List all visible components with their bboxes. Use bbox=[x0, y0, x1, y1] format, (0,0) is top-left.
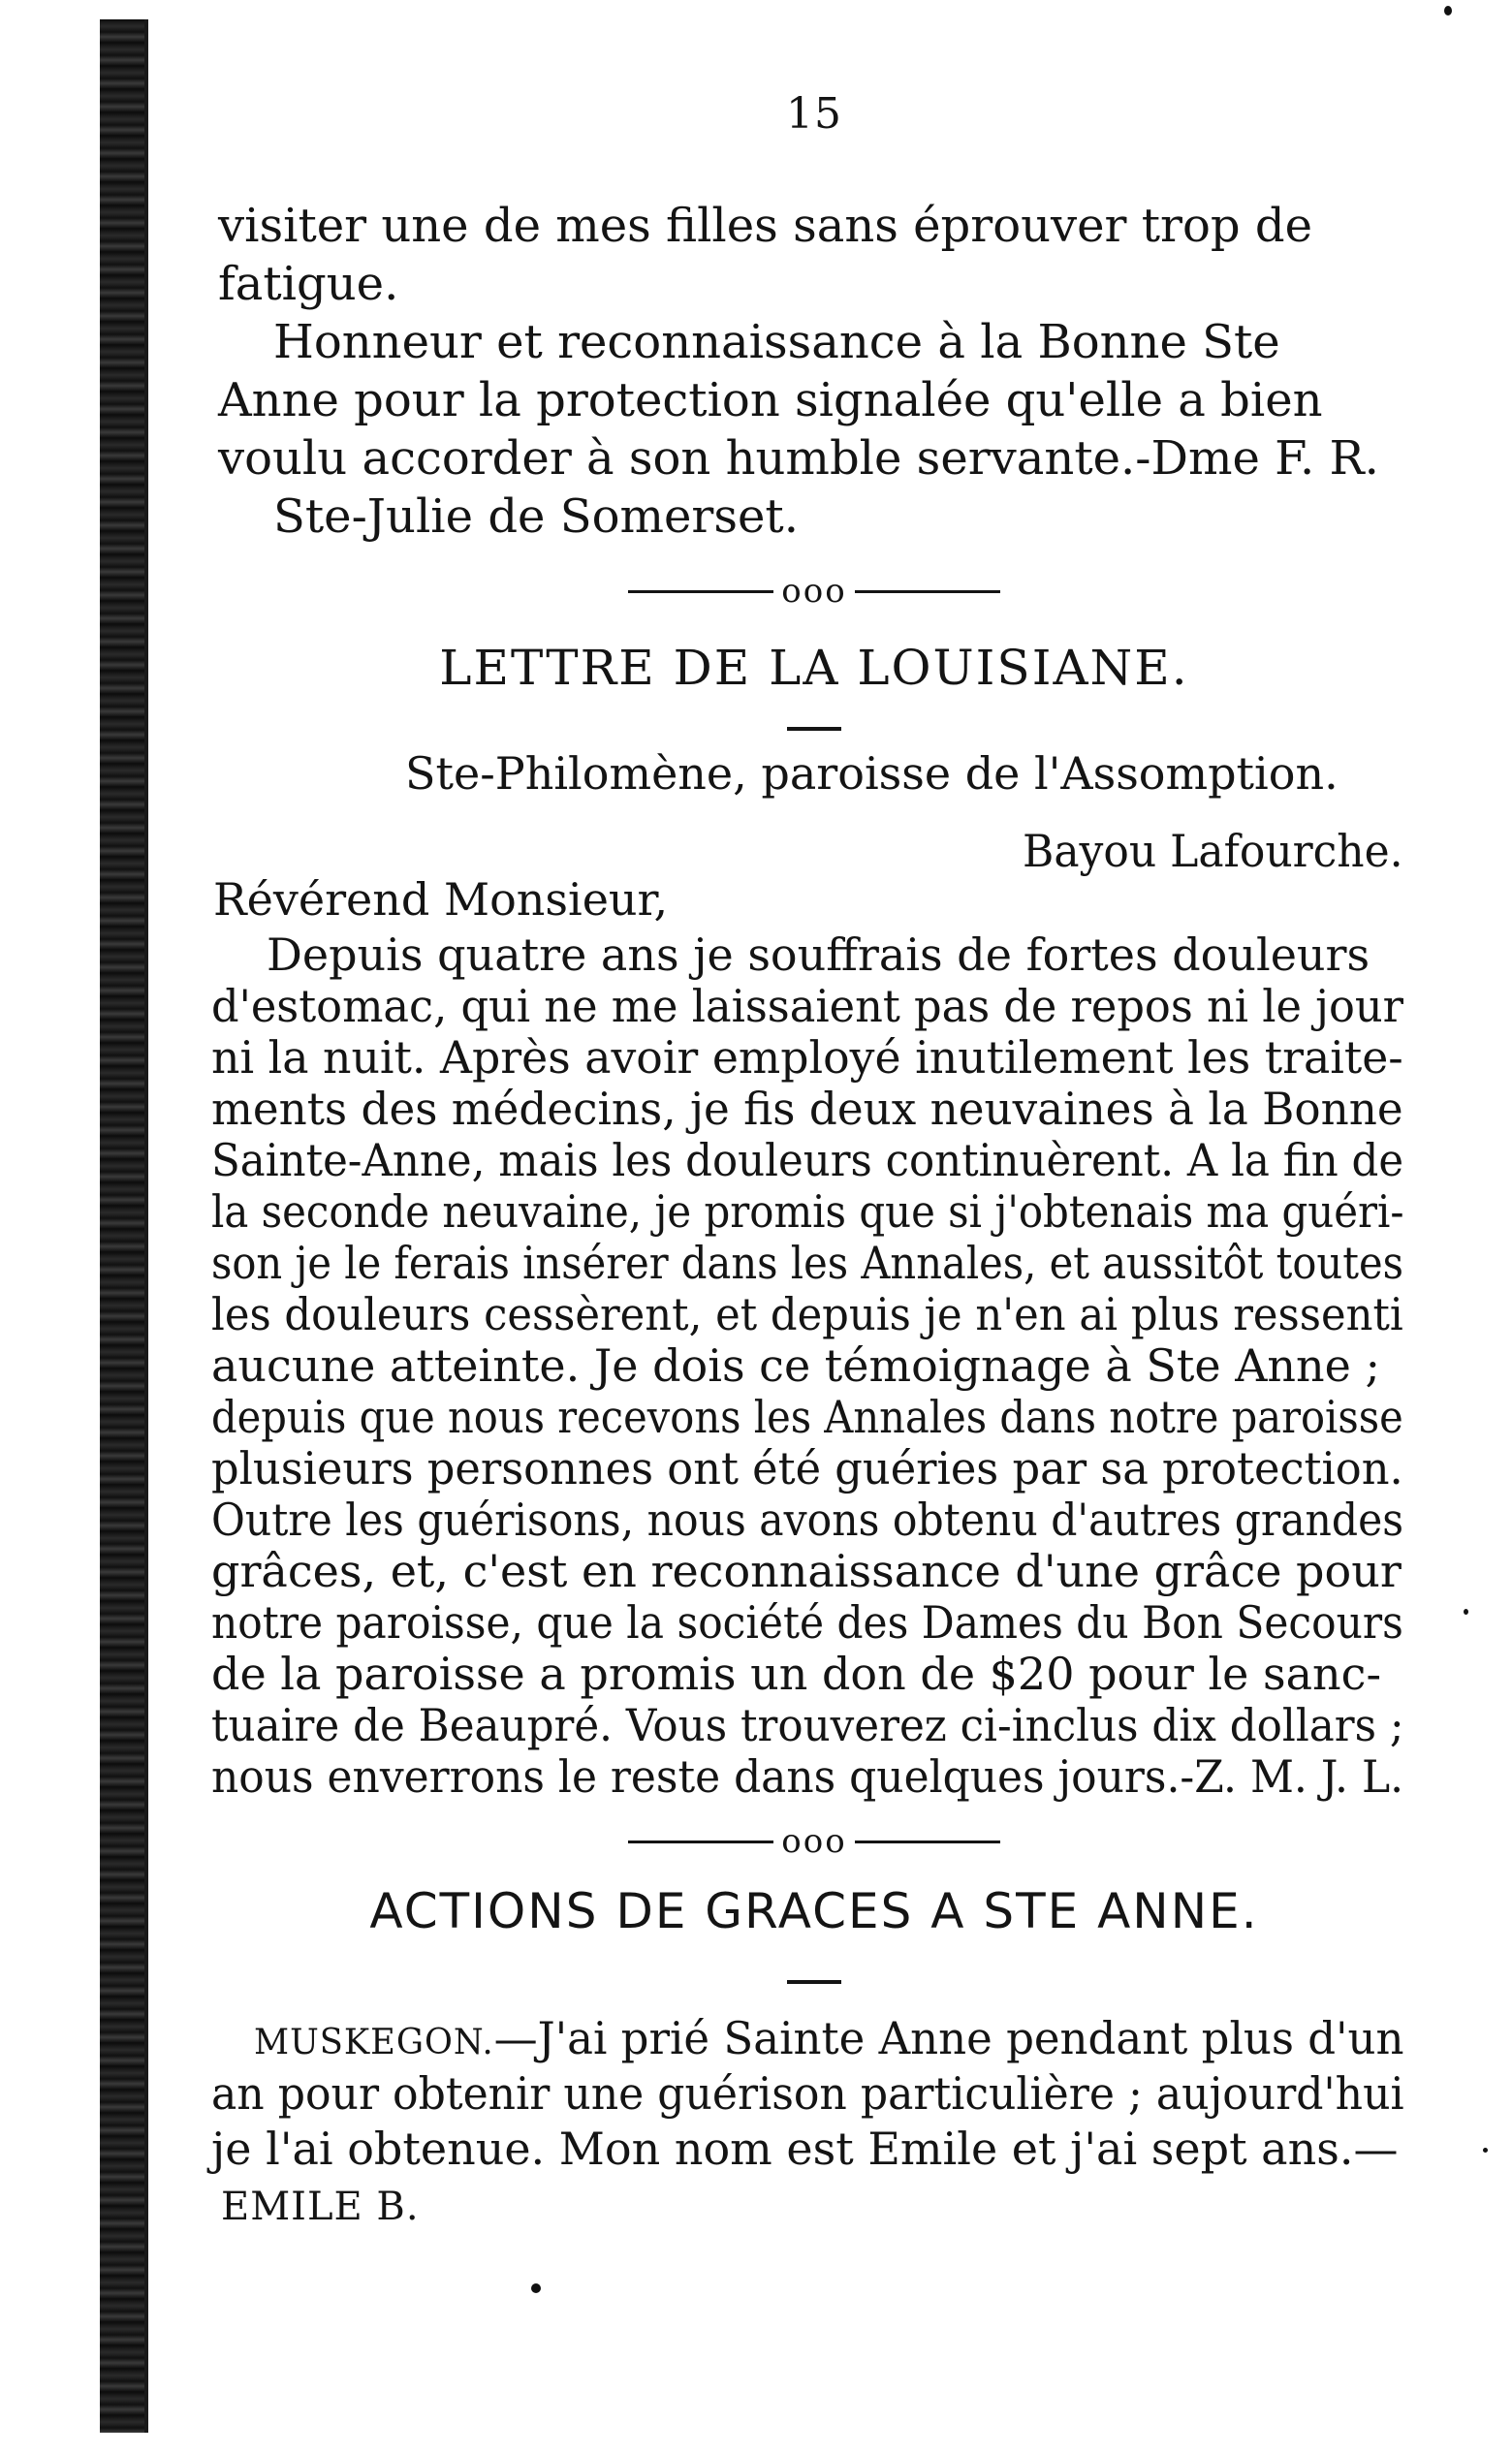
text-line: ni la nuit. Après avoir employé inutilement les traite- bbox=[211, 1031, 1403, 1084]
text-line: je l'ai obtenue. Mon nom est Emile et j'ai sept ans.— bbox=[211, 2123, 1399, 2175]
text-line: de la paroisse a promis un don de $20 pour le sanc- bbox=[211, 1648, 1381, 1700]
print-speck bbox=[1464, 1609, 1468, 1615]
text-line: Honneur et reconnaissance à la Bonne Ste bbox=[273, 315, 1280, 369]
text-line: grâces, et, c'est en reconnaissance d'une grâce pour bbox=[211, 1545, 1402, 1597]
print-speck bbox=[1483, 2148, 1488, 2153]
signature: EMILE B. bbox=[221, 2185, 420, 2229]
text-line: nous enverrons le reste dans quelques jours.-Z. M. J. L. bbox=[211, 1750, 1404, 1803]
text-line: plusieurs personnes ont été guéries par sa protection. bbox=[211, 1442, 1403, 1494]
text-line: visiter une de mes filles sans éprouver trop de bbox=[218, 199, 1312, 253]
section-title: LETTRE DE LA LOUISIANE. bbox=[439, 640, 1189, 696]
print-speck bbox=[1444, 6, 1452, 16]
text-line: an pour obtenir une guérison particulière ; aujourd'hui bbox=[211, 2067, 1404, 2120]
salutation: Révérend Monsieur, bbox=[213, 873, 669, 926]
text-line: depuis que nous recevons les Annales dans notre paroisse bbox=[211, 1391, 1403, 1443]
section-title: ACTIONS DE GRACES A STE ANNE. bbox=[369, 1883, 1259, 1939]
page-number: 15 bbox=[786, 89, 842, 139]
entry-text: —J'ai prié Sainte Anne pendant plus d'un bbox=[493, 2012, 1404, 2064]
text-line: ments des médecins, je fis deux neuvaines à la Bonne bbox=[211, 1083, 1403, 1135]
text-line: les douleurs cessèrent, et depuis je n'en ai plus ressenti bbox=[211, 1288, 1403, 1340]
text-line: voulu accorder à son humble servante.-Dme F. R. bbox=[218, 431, 1379, 486]
text-line: la seconde neuvaine, je promis que si j'obtenais ma guéri- bbox=[211, 1185, 1404, 1238]
text-line: tuaire de Beaupré. Vous trouverez ci-inclus dix dollars ; bbox=[211, 1699, 1404, 1751]
place-line: Ste-Philomène, paroisse de l'Assomption. bbox=[405, 747, 1339, 800]
place-line: Bayou Lafourche. bbox=[1023, 825, 1403, 877]
title-underline bbox=[787, 727, 841, 731]
text-line: Outre les guérisons, nous avons obtenu d'autres grandes bbox=[211, 1494, 1404, 1546]
text-line: d'estomac, qui ne me laissaient pas de repos ni le jour bbox=[211, 980, 1403, 1032]
text-line: fatigue. bbox=[218, 257, 399, 311]
page-binding-edge bbox=[100, 19, 148, 2433]
text-line: Sainte-Anne, mais les douleurs continuèrent. A la fin de bbox=[211, 1134, 1404, 1186]
text-line: Depuis quatre ans je souffrais de fortes douleurs bbox=[267, 928, 1370, 981]
text-line: aucune atteinte. Je dois ce témoignage à Ste Anne ; bbox=[211, 1339, 1381, 1392]
section-separator: ooo bbox=[601, 572, 1027, 611]
text-line: son je le ferais insérer dans les Annales, et aussitôt toutes bbox=[211, 1237, 1403, 1289]
section-separator: ooo bbox=[601, 1822, 1027, 1861]
text-line: notre paroisse, que la société des Dames du Bon Secours bbox=[211, 1596, 1403, 1649]
entry-place: MUSKEGON. bbox=[254, 2023, 494, 2062]
text-line: Anne pour la protection signalée qu'elle a bien bbox=[218, 373, 1323, 427]
text-line bbox=[254, 2009, 1404, 2072]
title-underline bbox=[787, 1980, 841, 1984]
text-line: Ste-Julie de Somerset. bbox=[273, 489, 799, 544]
print-speck bbox=[531, 2283, 541, 2293]
